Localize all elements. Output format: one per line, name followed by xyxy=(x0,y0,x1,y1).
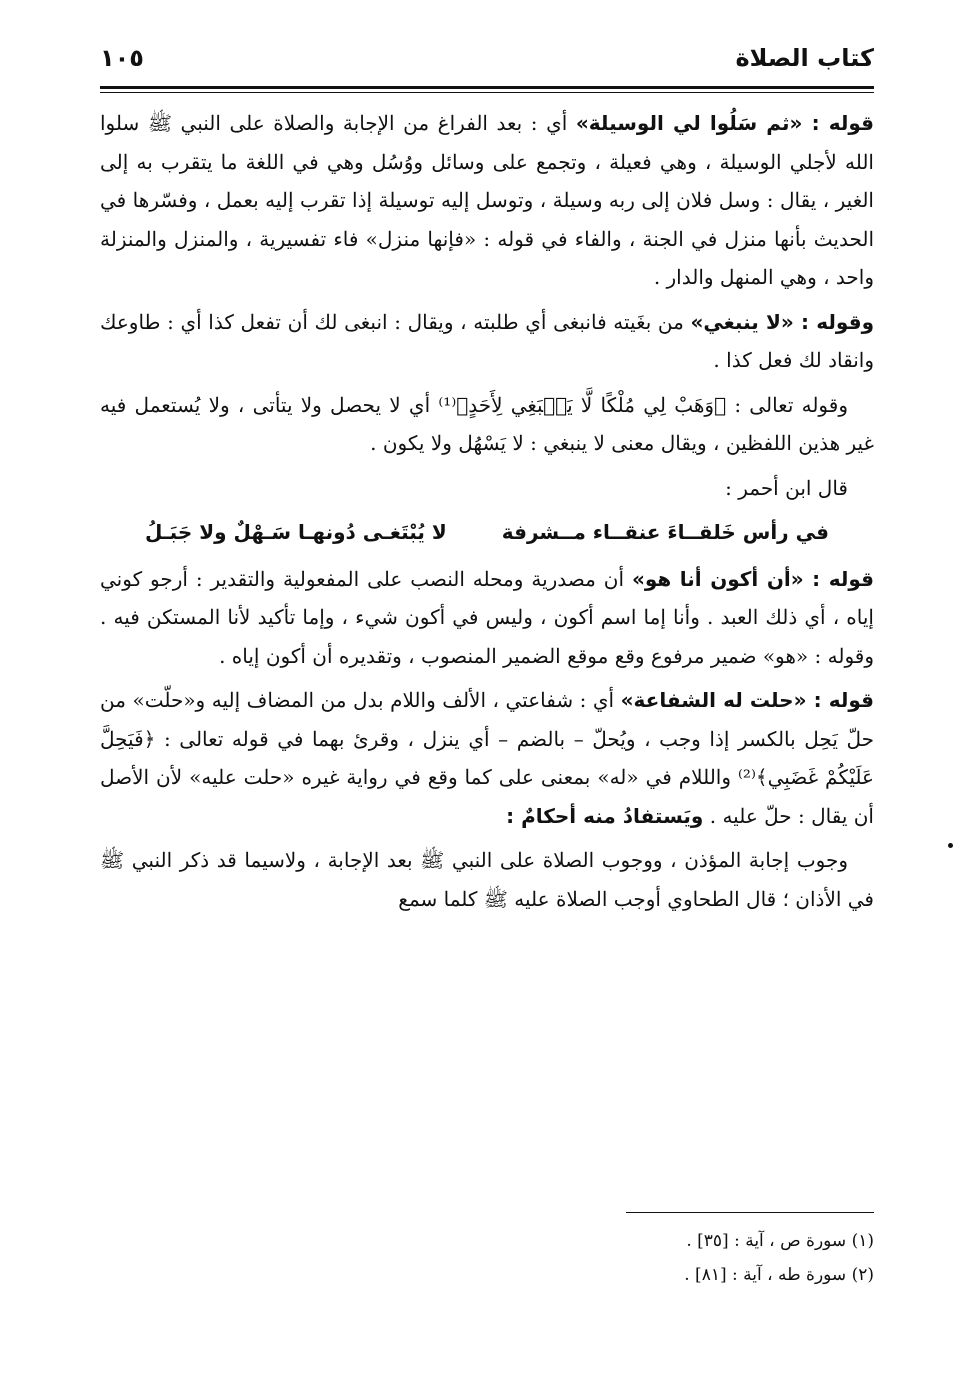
footnote-2: (٢) سورة طه ، آية : [٨١] . xyxy=(684,1265,874,1285)
paragraph-text: أي : شفاعتي ، الألف واللام بدل من المضاف إليه و«حلّت» من حلّ يَحِل بالكسر إذا وجب ، ويُحلّ – بالضم – أي ينزل ، وقرئ بهما في قوله تعالى : ﴿فَيَحِلَّ عَلَيْكُمْ غَضَبِي﴾⁽²⁾ والللام في «له» بمعنى على كما وقع في رواية غيره «حلت عليه» لأن الأصل أن يقال : حلّ عليه . xyxy=(100,688,874,828)
main-text xyxy=(100,104,874,924)
paragraph-quran-verse xyxy=(100,386,874,463)
running-header xyxy=(100,38,874,84)
paragraph-text: أي : بعد الفراغ من الإجابة والصلاة على النبي ﷺ سلوا الله لأجلي الوسيلة ، وهي فعيلة ، وتجمع على وسائل ووُسُل وهي في اللغة ما يتقرب به إلى الغير ، يقال : وسل فلان إلى ربه وسيلة ، وتوسل إليه توسيلة إذا تقرب إليه بعمل ، وفسّرها في الحديث بأنها منزل في الجنة ، والفاء في قوله : «فإنها منزل» فاء تفسيرية ، والمنزل والمنزلة واحد ، وهي المنهل والدار . xyxy=(100,111,874,289)
paragraph-lead: قوله : «ثم سَلُوا لي الوسيلة» xyxy=(575,111,875,135)
paragraph-lead: قوله : «حلت له الشفاعة» xyxy=(620,688,875,712)
footnote-separator xyxy=(626,1212,874,1213)
footnotes xyxy=(100,1224,874,1292)
margin-dot xyxy=(948,843,953,848)
paragraph-text: وجوب إجابة المؤذن ، ووجوب الصلاة على النبي ﷺ بعد الإجابة ، ولاسيما قد ذكر النبي ﷺ في الأذان ؛ قال الطحاوي أوجب الصلاة عليه ﷺ كلما سمع xyxy=(100,848,874,911)
poetry-verse xyxy=(100,513,874,552)
paragraph-wasila xyxy=(100,104,874,297)
paragraph-yanbaghi xyxy=(100,303,874,380)
paragraph-shafaa xyxy=(100,681,874,835)
paragraph-rulings xyxy=(100,841,874,918)
paragraph-poet-intro xyxy=(100,469,874,508)
page-number: ١٠٥ xyxy=(100,44,144,72)
paragraph-lead: وقوله : «لا ينبغي» xyxy=(690,309,874,334)
paragraph-text: أن مصدرية ومحله النصب على المفعولية والتقدير : أرجو كوني إياه ، أي ذلك العبد . وأنا إما اسم أكون ، وليس في أكون شيء ، وإما تأكيد لأنا المستكن فيه . وقوله : «هو» ضمير مرفوع وقع موقع الضمير المنصوب ، وتقديره أن أكون إياه . xyxy=(100,566,874,668)
paragraph-akun xyxy=(100,560,874,676)
verse-second-hemistich: لا يُبْتَغـى دُونهـا سَـهْلٌ ولا جَبَـلُ xyxy=(144,520,447,544)
paragraph-text: من بغَيته فانبغى أي طلبته ، ويقال : انبغى لك أن تفعل كذا أي : طاوعك وانقاد لك فعل كذا . xyxy=(100,309,874,372)
footnote-1: (١) سورة ص ، آية : [٣٥] . xyxy=(686,1231,874,1251)
header-double-rule xyxy=(100,86,874,93)
book-title: كتاب الصلاة xyxy=(735,44,874,72)
verse-first-hemistich: في رأس خَلقــاءَ عنقــاء مــشرفة xyxy=(501,520,829,544)
paragraph-lead: قوله : «أن أكون أنا هو» xyxy=(631,566,874,591)
paragraph-text: قال ابن أحمر : xyxy=(725,475,848,500)
rulings-heading: ويَستفادُ منه أحكامٌ : xyxy=(506,803,704,828)
paragraph-text: وقوله تعالى : ﴿وَهَبْ لِي مُلْكًا لَّا يَنۢبَغِي لِأَحَدٍ﴾⁽¹⁾ أي لا يحصل ولا يتأتى ، ولا يُستعمل فيه غير هذين اللفظين ، ويقال معنى لا ينبغي : لا يَسْهُل ولا يكون . xyxy=(100,392,874,455)
